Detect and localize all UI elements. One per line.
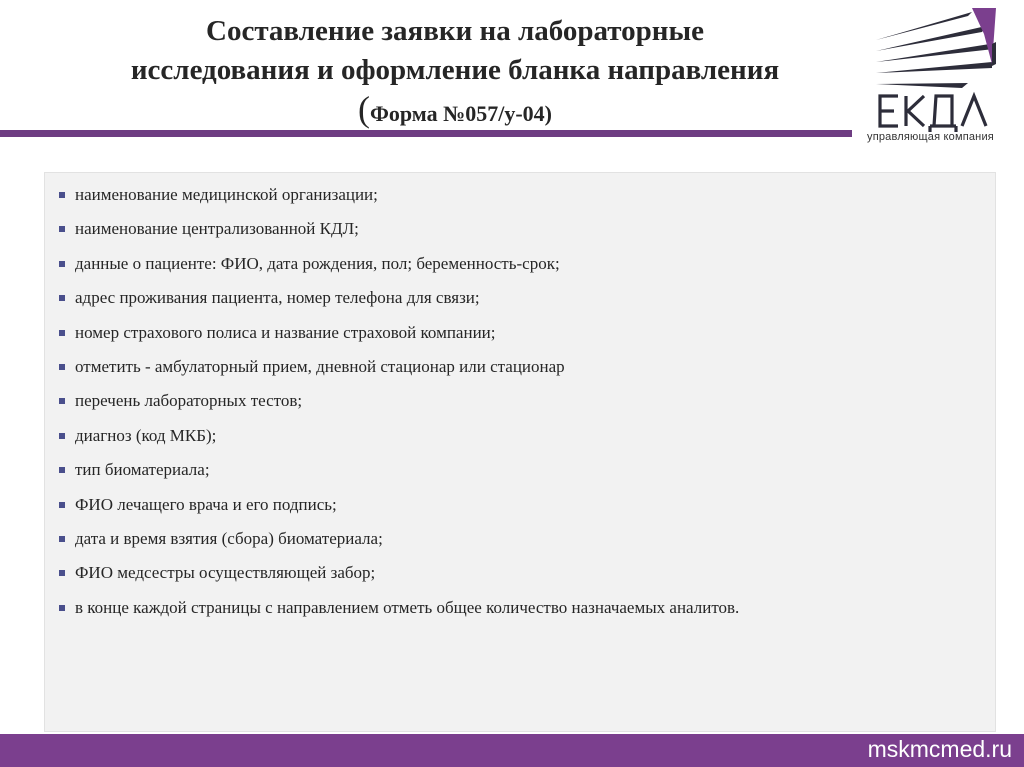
list-item: ФИО медсестры осуществляющей забор;	[57, 561, 995, 595]
bullet-icon	[59, 433, 65, 439]
list-item: адрес проживания пациента, номер телефона для связи;	[57, 286, 995, 320]
list-item: наименование медицинской организации;	[57, 183, 995, 217]
list-item: данные о пациенте: ФИО, дата рождения, пол; беременность-срок;	[57, 252, 995, 286]
logo-caption: управляющая компания	[867, 131, 994, 143]
list-item: ФИО лечащего врача и его подпись;	[57, 493, 995, 527]
list-item: в конце каждой страницы с направлением отметь общее количество назначаемых аналитов.	[57, 596, 995, 630]
title-line-2: исследования и оформление бланка направления	[130, 54, 780, 86]
logo-stripe-5	[876, 83, 968, 88]
bullet-icon	[59, 467, 65, 473]
bullet-icon	[59, 570, 65, 576]
list-item: дата и время взятия (сбора) биоматериала;	[57, 527, 995, 561]
bullet-icon	[59, 192, 65, 198]
list-item: диагноз (код МКБ);	[57, 424, 995, 458]
bullet-icon	[59, 502, 65, 508]
title-line-1: Составление заявки на лабораторные	[206, 15, 704, 47]
footer-bar	[0, 734, 1024, 767]
list-item: перечень лабораторных тестов;	[57, 389, 995, 423]
title-paren: (	[357, 89, 370, 129]
bullet-icon	[59, 226, 65, 232]
title-form: Форма №057/у-04)	[369, 101, 552, 126]
list-item: отметить - амбулаторный прием, дневной стационар или стационар	[57, 355, 995, 389]
footer-site: mskmcmed.ru	[867, 736, 1012, 762]
list-item: тип биоматериала;	[57, 458, 995, 492]
title-form-line	[40, 90, 870, 133]
requirements-list	[45, 173, 995, 630]
list-item: наименование централизованной КДЛ;	[57, 217, 995, 251]
bullet-icon	[59, 605, 65, 611]
bullet-icon	[59, 398, 65, 404]
logo-stripe-3	[876, 43, 996, 62]
list-item: номер страхового полиса и название страховой компании;	[57, 321, 995, 355]
logo-accent-2	[992, 42, 996, 66]
bullet-icon	[59, 536, 65, 542]
logo-letters	[880, 96, 986, 132]
requirements-panel	[44, 172, 996, 732]
bullet-icon	[59, 295, 65, 301]
bullet-icon	[59, 364, 65, 370]
logo-stripe-4	[876, 62, 992, 73]
bullet-icon	[59, 330, 65, 336]
slide-title	[40, 12, 870, 133]
bullet-icon	[59, 261, 65, 267]
title-divider	[0, 130, 852, 137]
